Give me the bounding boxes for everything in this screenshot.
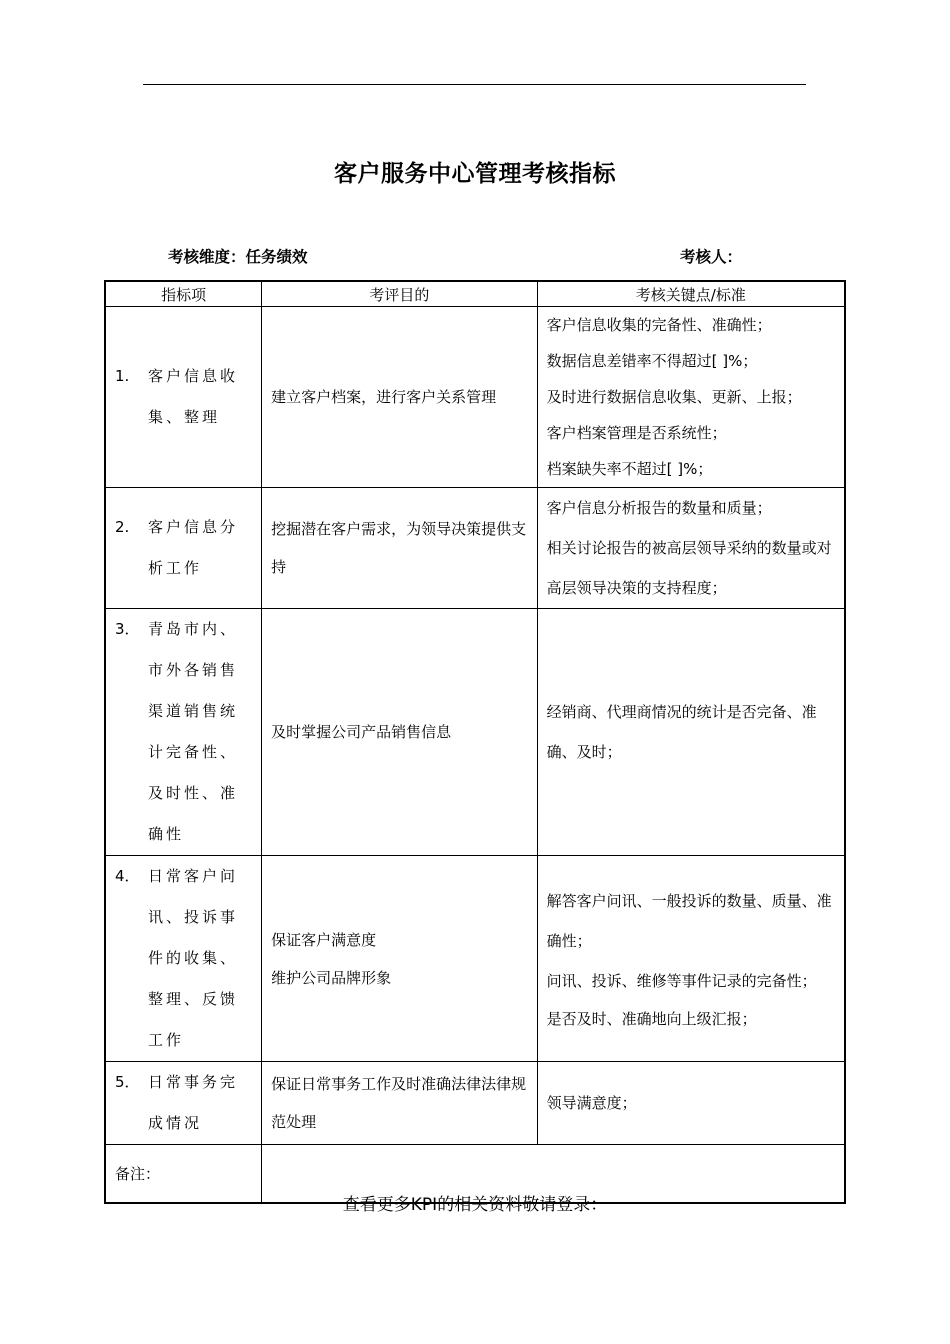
- item-text: 日常客户问讯、投诉事件的收集、整理、反馈工作: [148, 867, 239, 1049]
- item-cell: [105, 856, 262, 1062]
- criteria-cell: [537, 488, 845, 609]
- item-cell: [105, 1062, 262, 1145]
- criteria-line: 档案缺失率不超过[ ]%；: [546, 460, 713, 478]
- header-rule: [143, 84, 806, 85]
- purpose-line: 维护公司品牌形象: [271, 968, 392, 987]
- criteria-line: 客户档案管理是否系统性；: [546, 424, 727, 442]
- criteria-line: 及时进行数据信息收集、更新、上报；: [546, 388, 802, 406]
- criteria-line: 解答客户问讯、一般投诉的数量、质量、准确性；: [546, 891, 832, 950]
- header-item: 指标项: [105, 281, 262, 307]
- item-cell: [105, 488, 262, 609]
- purpose-line: 挖掘潜在客户需求，为领导决策提供支持: [271, 520, 527, 576]
- remark-label: 备注：: [105, 1145, 262, 1203]
- criteria-cell: [537, 1062, 845, 1145]
- criteria-line: 相关讨论报告的被高层领导采纳的数量或对高层领导决策的支持程度；: [546, 539, 832, 597]
- header-purpose: 考评目的: [262, 281, 537, 307]
- header-criteria: 考核关键点/标准: [537, 281, 845, 307]
- item-text: 客户信息收集、整理: [148, 367, 239, 426]
- purpose-line: 保证客户满意度: [271, 930, 377, 949]
- page-title: 客户服务中心管理考核指标: [334, 161, 616, 187]
- purpose-line: 保证日常事务工作及时准确法律法律规范处理: [271, 1075, 527, 1131]
- purpose-cell: [262, 856, 537, 1062]
- item-number: 1.: [115, 367, 130, 385]
- criteria-line: 问讯、投诉、维修等事件记录的完备性；: [546, 971, 817, 990]
- criteria-cell: [537, 307, 845, 488]
- table-row: [105, 856, 845, 1062]
- item-number: 5．: [115, 1073, 140, 1091]
- item-cell: [105, 307, 262, 488]
- item-number: 2.: [115, 518, 130, 536]
- criteria-line: 客户信息分析报告的数量和质量；: [546, 499, 772, 517]
- purpose-line: 及时掌握公司产品销售信息: [271, 723, 452, 741]
- purpose-cell: [262, 1062, 537, 1145]
- criteria-cell: [537, 609, 845, 856]
- item-text: 青岛市内、市外各销售渠道销售统计完备性、及时性、准确性: [148, 620, 239, 843]
- kpi-table: [104, 280, 846, 1204]
- assessment-dimension: 考核维度：任务绩效: [168, 248, 308, 266]
- table-header-row: [105, 281, 845, 307]
- table-row: [105, 307, 845, 488]
- table-row: [105, 1062, 845, 1145]
- criteria-line: 客户信息收集的完备性、准确性；: [546, 316, 772, 334]
- purpose-cell: [262, 488, 537, 609]
- criteria-cell: [537, 856, 845, 1062]
- item-text: 日常事务完成情况: [148, 1073, 239, 1132]
- criteria-line: 经销商、代理商情况的统计是否完备、准确、及时；: [546, 703, 817, 761]
- table-row: [105, 488, 845, 609]
- criteria-line: 领导满意度；: [546, 1094, 637, 1112]
- criteria-line: 是否及时、准确地向上级汇报；: [546, 1009, 757, 1028]
- criteria-line: 数据信息差错率不得超过[ ]%；: [546, 352, 758, 370]
- item-cell: [105, 609, 262, 856]
- purpose-cell: [262, 609, 537, 856]
- item-text: 客户信息分析工作: [148, 518, 239, 577]
- footer-note: 查看更多KPI的相关资料敬请登录：: [342, 1195, 608, 1215]
- assessor-label: 考核人：: [680, 248, 743, 266]
- purpose-line: 建立客户档案，进行客户关系管理: [271, 388, 497, 406]
- item-number: 3．: [115, 620, 140, 638]
- item-number: 4．: [115, 867, 140, 885]
- purpose-cell: [262, 307, 537, 488]
- table-row: [105, 609, 845, 856]
